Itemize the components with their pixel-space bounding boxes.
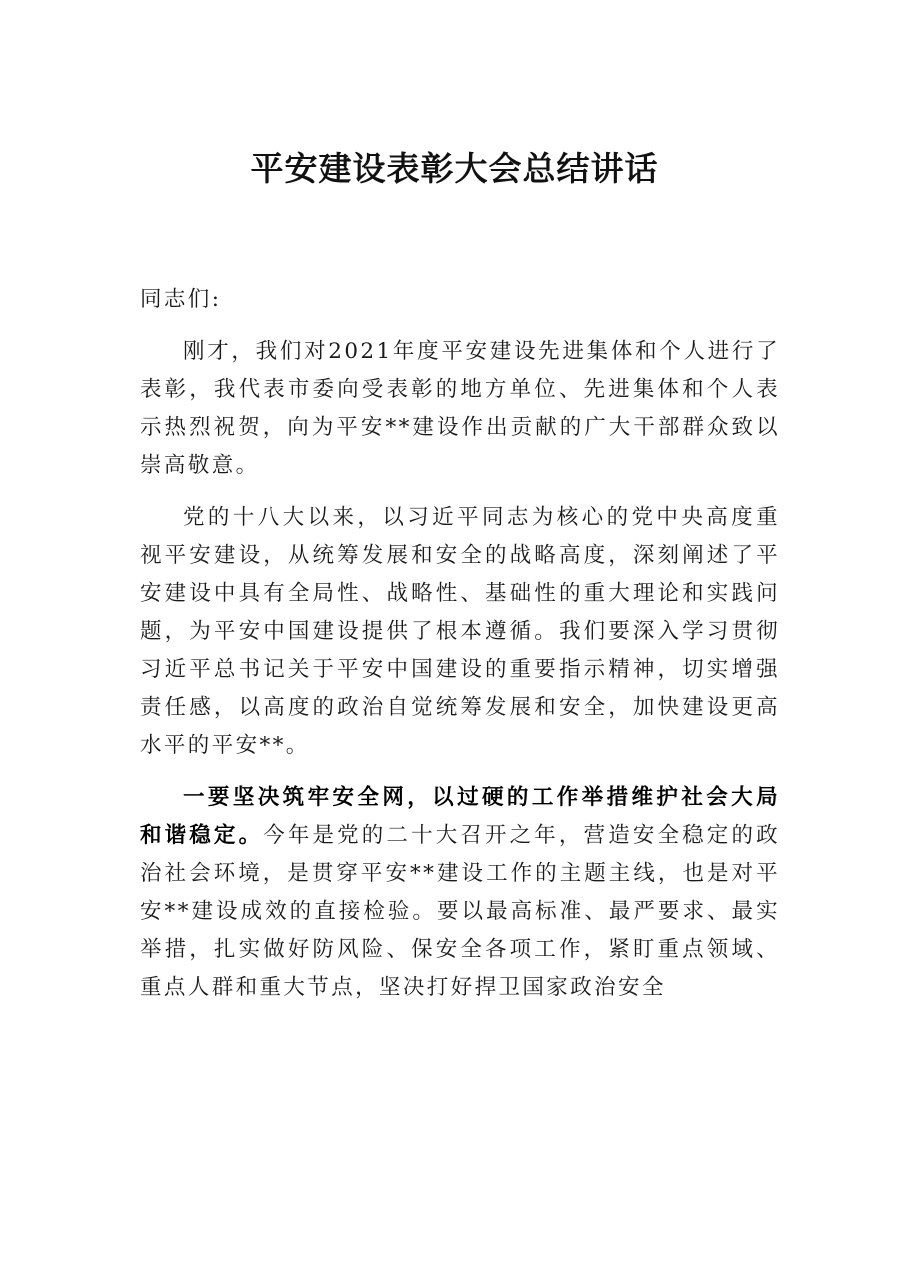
- paragraph-3: [140, 779, 780, 1007]
- paragraph-3-text: 今年是党的二十大召开之年，营造安全稳定的政治社会环境，是贯穿平安**建设工作的主题主线，也是对平安**建设成效的直接检验。要以最高标准、最严要求、最实举措，扎实做好防风险、保安全各项工作，紧盯重点领域、重点人群和重大节点，坚决打好捍卫国家政治安全: [140, 823, 780, 1000]
- paragraph-2: 党的十八大以来，以习近平同志为核心的党中央高度重视平安建设，从统筹发展和安全的战略高度，深刻阐述了平安建设中具有全局性、战略性、基础性的重大理论和实践问题，为平安中国建设提供了根本遵循。我们要深入学习贯彻习近平总书记关于平安中国建设的重要指示精神，切实增强责任感，以高度的政治自觉统筹发展和安全，加快建设更高水平的平安**。: [140, 505, 780, 758]
- section-heading: 一要坚决筑牢安全网，以过硬的工作举措维护社会大局和谐稳定。: [140, 785, 780, 848]
- salutation: 同志们:: [140, 287, 222, 312]
- document-body: [140, 281, 780, 1021]
- paragraph-1: 刚才，我们对2021年度平安建设先进集体和个人进行了表彰，我代表市委向受表彰的地方单位、先进集体和个人表示热烈祝贺，向为平安**建设作出贡献的广大干部群众致以崇高敬意。: [140, 339, 780, 478]
- document-title: 平安建设表彰大会总结讲话: [250, 149, 659, 188]
